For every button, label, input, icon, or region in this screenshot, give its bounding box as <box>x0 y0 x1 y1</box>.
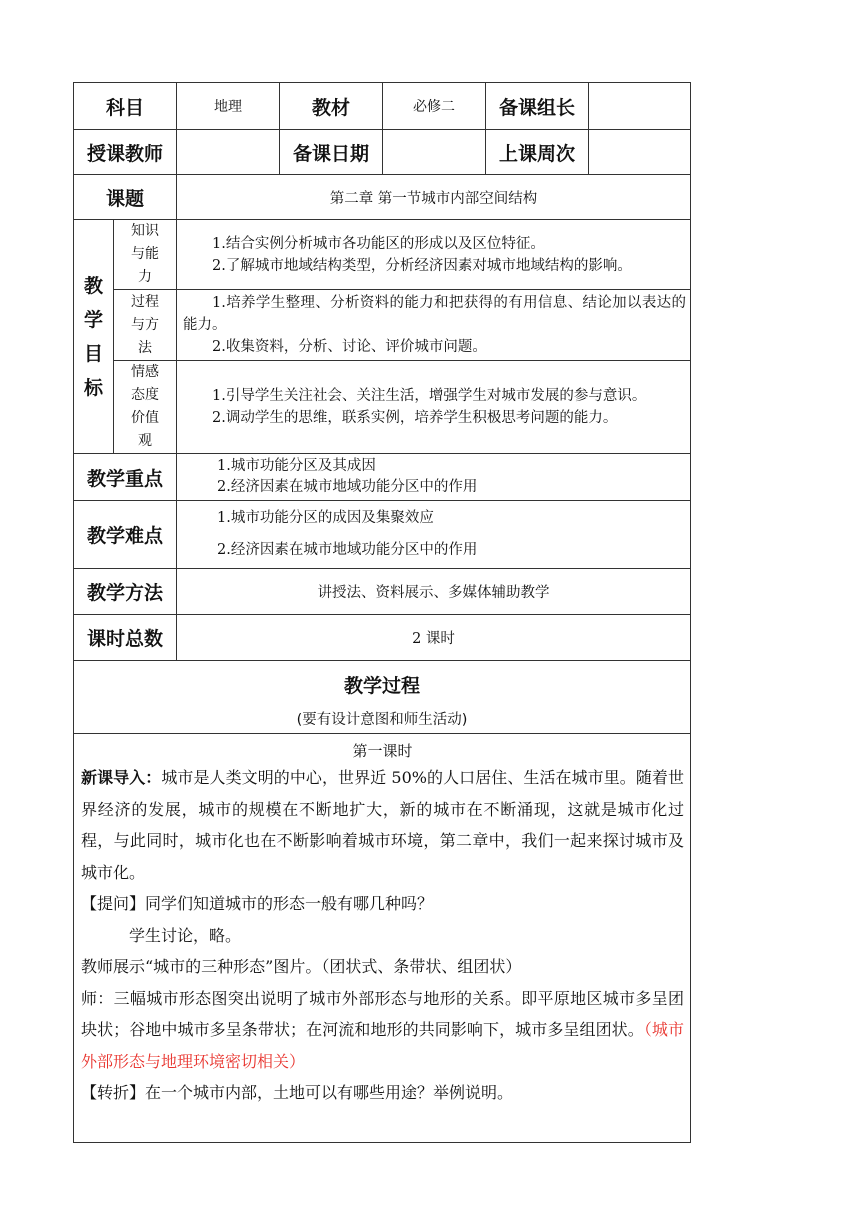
objective-category-process <box>114 290 177 361</box>
header-row-1 <box>74 83 691 130</box>
objective-line: 2.了解城市地域结构类型，分析经济因素对城市地域结构的影响。 <box>212 257 632 274</box>
subject-label: 科目 <box>74 83 177 130</box>
process-header-row <box>74 661 691 734</box>
student-line: 学生讨论，略。 <box>129 925 242 945</box>
methods-row <box>74 569 691 615</box>
objective-line: 2.收集资料，分析、讨论、评价城市问题。 <box>212 339 487 355</box>
lesson-plan <box>73 82 690 1143</box>
methods-value: 讲授法、资料展示、多媒体辅助教学 <box>177 569 691 615</box>
topic-label: 课题 <box>74 175 177 220</box>
objectives-label-char: 教 <box>83 274 103 297</box>
objective-row-attitude <box>74 361 691 454</box>
objective-category-attitude <box>114 361 177 454</box>
intro-paragraph <box>81 762 684 888</box>
category-line: 过程 <box>131 293 159 310</box>
topic-row <box>74 175 691 220</box>
hours-row <box>74 615 691 661</box>
category-line: 情感 <box>131 364 159 380</box>
group-leader-value <box>589 83 691 130</box>
week-label: 上课周次 <box>486 130 589 175</box>
header-row-2 <box>74 130 691 175</box>
textbook-label: 教材 <box>280 83 383 130</box>
category-line: 法 <box>138 339 152 356</box>
transition-line: 【转折】在一个城市内部，土地可以有哪些用途？举例说明。 <box>81 1083 514 1102</box>
lesson-label: 第一课时 <box>352 742 413 760</box>
teacher-value <box>177 130 280 175</box>
category-line: 与方 <box>131 316 159 333</box>
key-points-text <box>177 454 691 501</box>
process-subtitle: (要有设计意图和师生活动) <box>296 712 468 728</box>
process-header <box>74 661 691 734</box>
objectives-label-char: 目 <box>83 342 103 365</box>
week-value <box>589 130 691 175</box>
objective-text-process <box>177 290 691 361</box>
teacher-highlight: （城市外部形态与地理环境密切相关） <box>81 1020 684 1071</box>
methods-label: 教学方法 <box>74 569 177 615</box>
objectives-label <box>74 220 114 454</box>
process-body-row <box>74 734 691 1143</box>
process-title: 教学过程 <box>344 675 421 697</box>
difficulty-line: 2.经济因素在城市地域功能分区中的作用 <box>217 542 478 558</box>
teacher-paragraph <box>81 983 684 1078</box>
category-line: 与能 <box>131 246 159 262</box>
key-point-line: 1.城市功能分区及其成因 <box>217 458 376 474</box>
intro-text: 城市是人类文明的中心，世界近 50%的人口居住、生活在城市里。随着世界经济的发展，城市的规模在不断地扩大，新的城市在不断涌现，这就是城市化过程，与此同时，城市化也在不断影响着城市环境，第二章中，我们一起来探讨城市及城市化。 <box>81 768 685 882</box>
objective-line: 2.调动学生的思维，联系实例，培养学生积极思考问题的能力。 <box>212 410 618 426</box>
teacher-label: 授课教师 <box>74 130 177 175</box>
objective-category-knowledge <box>114 220 177 290</box>
prep-date-label: 备课日期 <box>280 130 383 175</box>
textbook-value: 必修二 <box>383 83 486 130</box>
objective-line: 1.培养学生整理、分析资料的能力和把获得的有用信息、结论加以表达的能力。 <box>183 295 687 333</box>
process-body <box>74 734 691 1143</box>
objectives-label-char: 学 <box>83 308 103 331</box>
objective-line: 1.结合实例分析城市各功能区的形成以及区位特征。 <box>212 235 545 252</box>
category-line: 力 <box>138 269 152 285</box>
hours-label: 课时总数 <box>74 615 177 661</box>
question-line: 【提问】同学们知道城市的形态一般有哪几种吗？ <box>81 894 434 913</box>
objective-line: 1.引导学生关注社会、关注生活，增强学生对城市发展的参与意识。 <box>212 388 647 404</box>
objective-text-knowledge <box>177 220 691 290</box>
difficulties-label: 教学难点 <box>74 501 177 569</box>
subject-value: 地理 <box>177 83 280 130</box>
category-line: 价值 <box>131 410 159 426</box>
key-points-row <box>74 454 691 501</box>
teacher-text: 师：三幅城市形态图突出说明了城市外部形态与地形的关系。即平原地区城市多呈团块状；谷地中城市多呈条带状；在河流和地形的共同影响下，城市多呈组团状。 <box>81 988 685 1039</box>
objective-text-attitude <box>177 361 691 454</box>
topic-value: 第二章 第一节城市内部空间结构 <box>177 175 691 220</box>
category-line: 观 <box>138 433 152 449</box>
difficulties-row <box>74 501 691 569</box>
key-point-line: 2.经济因素在城市地域功能分区中的作用 <box>217 479 478 495</box>
objective-row-process <box>74 290 691 361</box>
objective-row-knowledge <box>74 220 691 290</box>
hours-value: 2 课时 <box>177 615 691 661</box>
category-line: 态度 <box>131 387 159 403</box>
lesson-plan-table <box>73 82 691 1143</box>
category-line: 知识 <box>131 223 159 239</box>
prep-date-value <box>383 130 486 175</box>
intro-label: 新课导入： <box>81 768 162 787</box>
difficulty-line: 1.城市功能分区的成因及集聚效应 <box>217 510 434 526</box>
group-leader-label: 备课组长 <box>486 83 589 130</box>
objectives-label-char: 标 <box>83 376 103 399</box>
show-line: 教师展示“城市的三种形态”图片。（团状式、条带状、组团状） <box>81 957 522 976</box>
key-points-label: 教学重点 <box>74 454 177 501</box>
difficulties-text <box>177 501 691 569</box>
